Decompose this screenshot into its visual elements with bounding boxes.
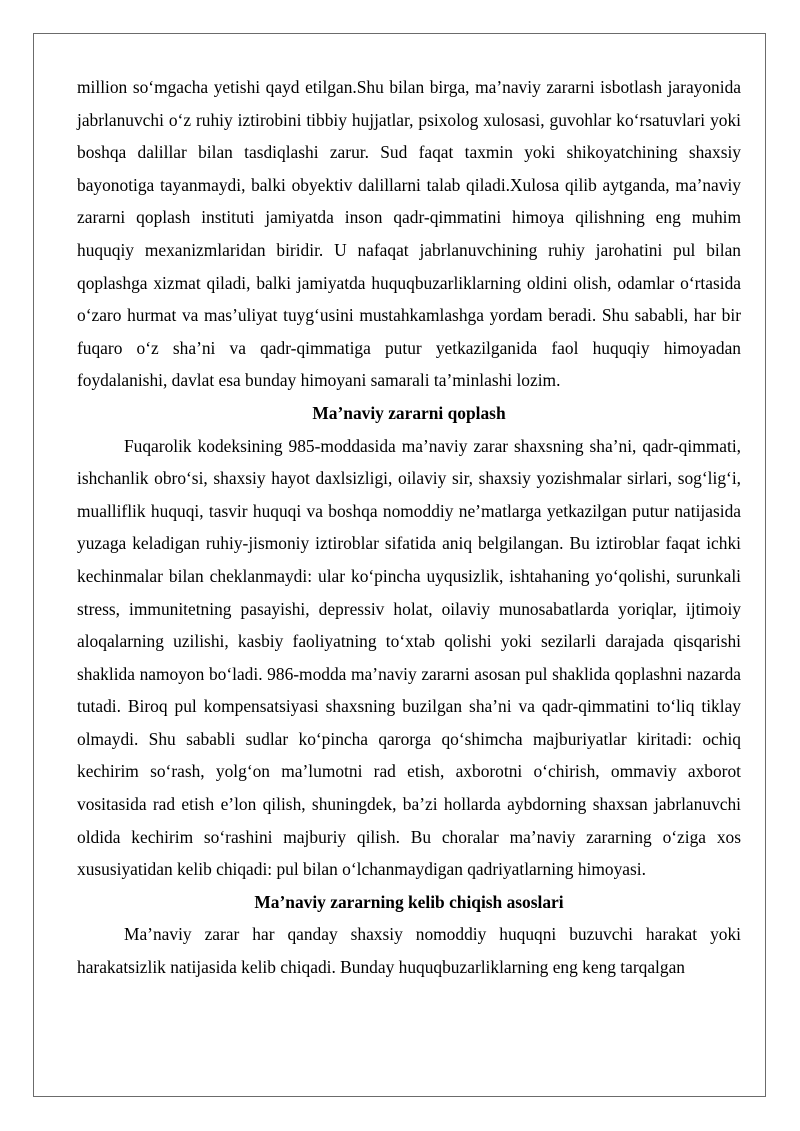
paragraph-compensation: Fuqarolik kodeksining 985-moddasida ma’naviy zarar shaxsning sha’ni, qadr-qimmati, ishchanlik obro‘si, shaxsiy hayot daxlsizligi, oilaviy sir, shaxsiy yozishmalar sirlari, sog‘lig‘i, mualliflik huquqi, tasvir huquqi va boshqa nomoddiy ne’matlarga yetkazilgan putur natijasida yuzaga keladigan ruhiy-jismoniy iztiroblar sifatida aniq belgilangan. Bu iztiroblar faqat ichki kechinmalar bilan cheklanmaydi: ular ko‘pincha uyqusizlik, ishtahaning yo‘qolishi, surunkali stress, immunitetning pasayishi, depressiv holat, oilaviy munosabatlarda yoriqlar, ijtimoiy aloqalarning uzilishi, kasbiy faoliyatning to‘xtab qolishi yoki sezilarli darajada qisqarishi shaklida namoyon bo‘ladi. 986-modda ma’naviy zararni asosan pul shaklida qoplashni nazarda tutadi. Biroq pul kompensatsiyasi shaxsning buzilgan sha’ni va qadr-qimmatini to‘liq tiklay olmaydi. Shu sababli sudlar ko‘pincha qarorga qo‘shimcha majburiyatlar kiritadi: ochiq kechirim so‘rash, yolg‘on ma’lumotni rad etish, axborotni o‘chirish, ommaviy axborot vositasida rad etish e’lon qilish, shuningdek, ba’zi hollarda aybdorning shaxsan jabrlanuvchi oldida kechirim so‘rashini majburiy qilish. Bu choralar ma’naviy zararning o‘ziga xos xususiyatidan kelib chiqadi: pul bilan o‘lchanmaydigan qadriyatlarning himoyasi. <box>77 435 741 880</box>
document-body <box>77 71 741 984</box>
paragraph-intro: million so‘mgacha yetishi qayd etilgan.Shu bilan birga, ma’naviy zararni isbotlash jarayonida jabrlanuvchi o‘z ruhiy iztirobini tibbiy hujjatlar, psixolog xulosasi, guvohlar ko‘rsatuvlari yoki boshqa dalillar bilan tasdiqlashi zarur. Sud faqat taxmin yoki shikoyatchining shaxsiy bayonotiga tayanmaydi, balki obyektiv dalillarni talab qiladi.Xulosa qilib aytganda, ma’naviy zararni qoplash instituti jamiyatda inson qadr-qimmatini himoya qilishning eng muhim huquqiy mexanizmlaridan biridir. U nafaqat jabrlanuvchining ruhiy jarohatini pul bilan qoplashga xizmat qiladi, balki jamiyatda huquqbuzarliklarning oldini olish, odamlar o‘rtasida o‘zaro hurmat va mas’uliyat tuyg‘usini mustahkamlashga yordam beradi. Shu sababli, har bir fuqaro o‘z sha’ni va qadr-qimmatiga putur yetkazilganida faol huquqiy himoyadan foydalanishi, davlat esa bunday himoyani samarali ta’minlashi lozim. <box>77 77 741 391</box>
section-heading-compensation: Ma’naviy zararni qoplash <box>312 402 506 423</box>
section-heading-grounds: Ma’naviy zararning kelib chiqish asoslari <box>254 891 564 912</box>
paragraph-grounds: Ma’naviy zarar har qanday shaxsiy nomoddiy huquqni buzuvchi harakat yoki harakatsizlik natijasida kelib chiqadi. Bunday huquqbuzarliklarning eng keng tarqalgan <box>77 924 741 978</box>
